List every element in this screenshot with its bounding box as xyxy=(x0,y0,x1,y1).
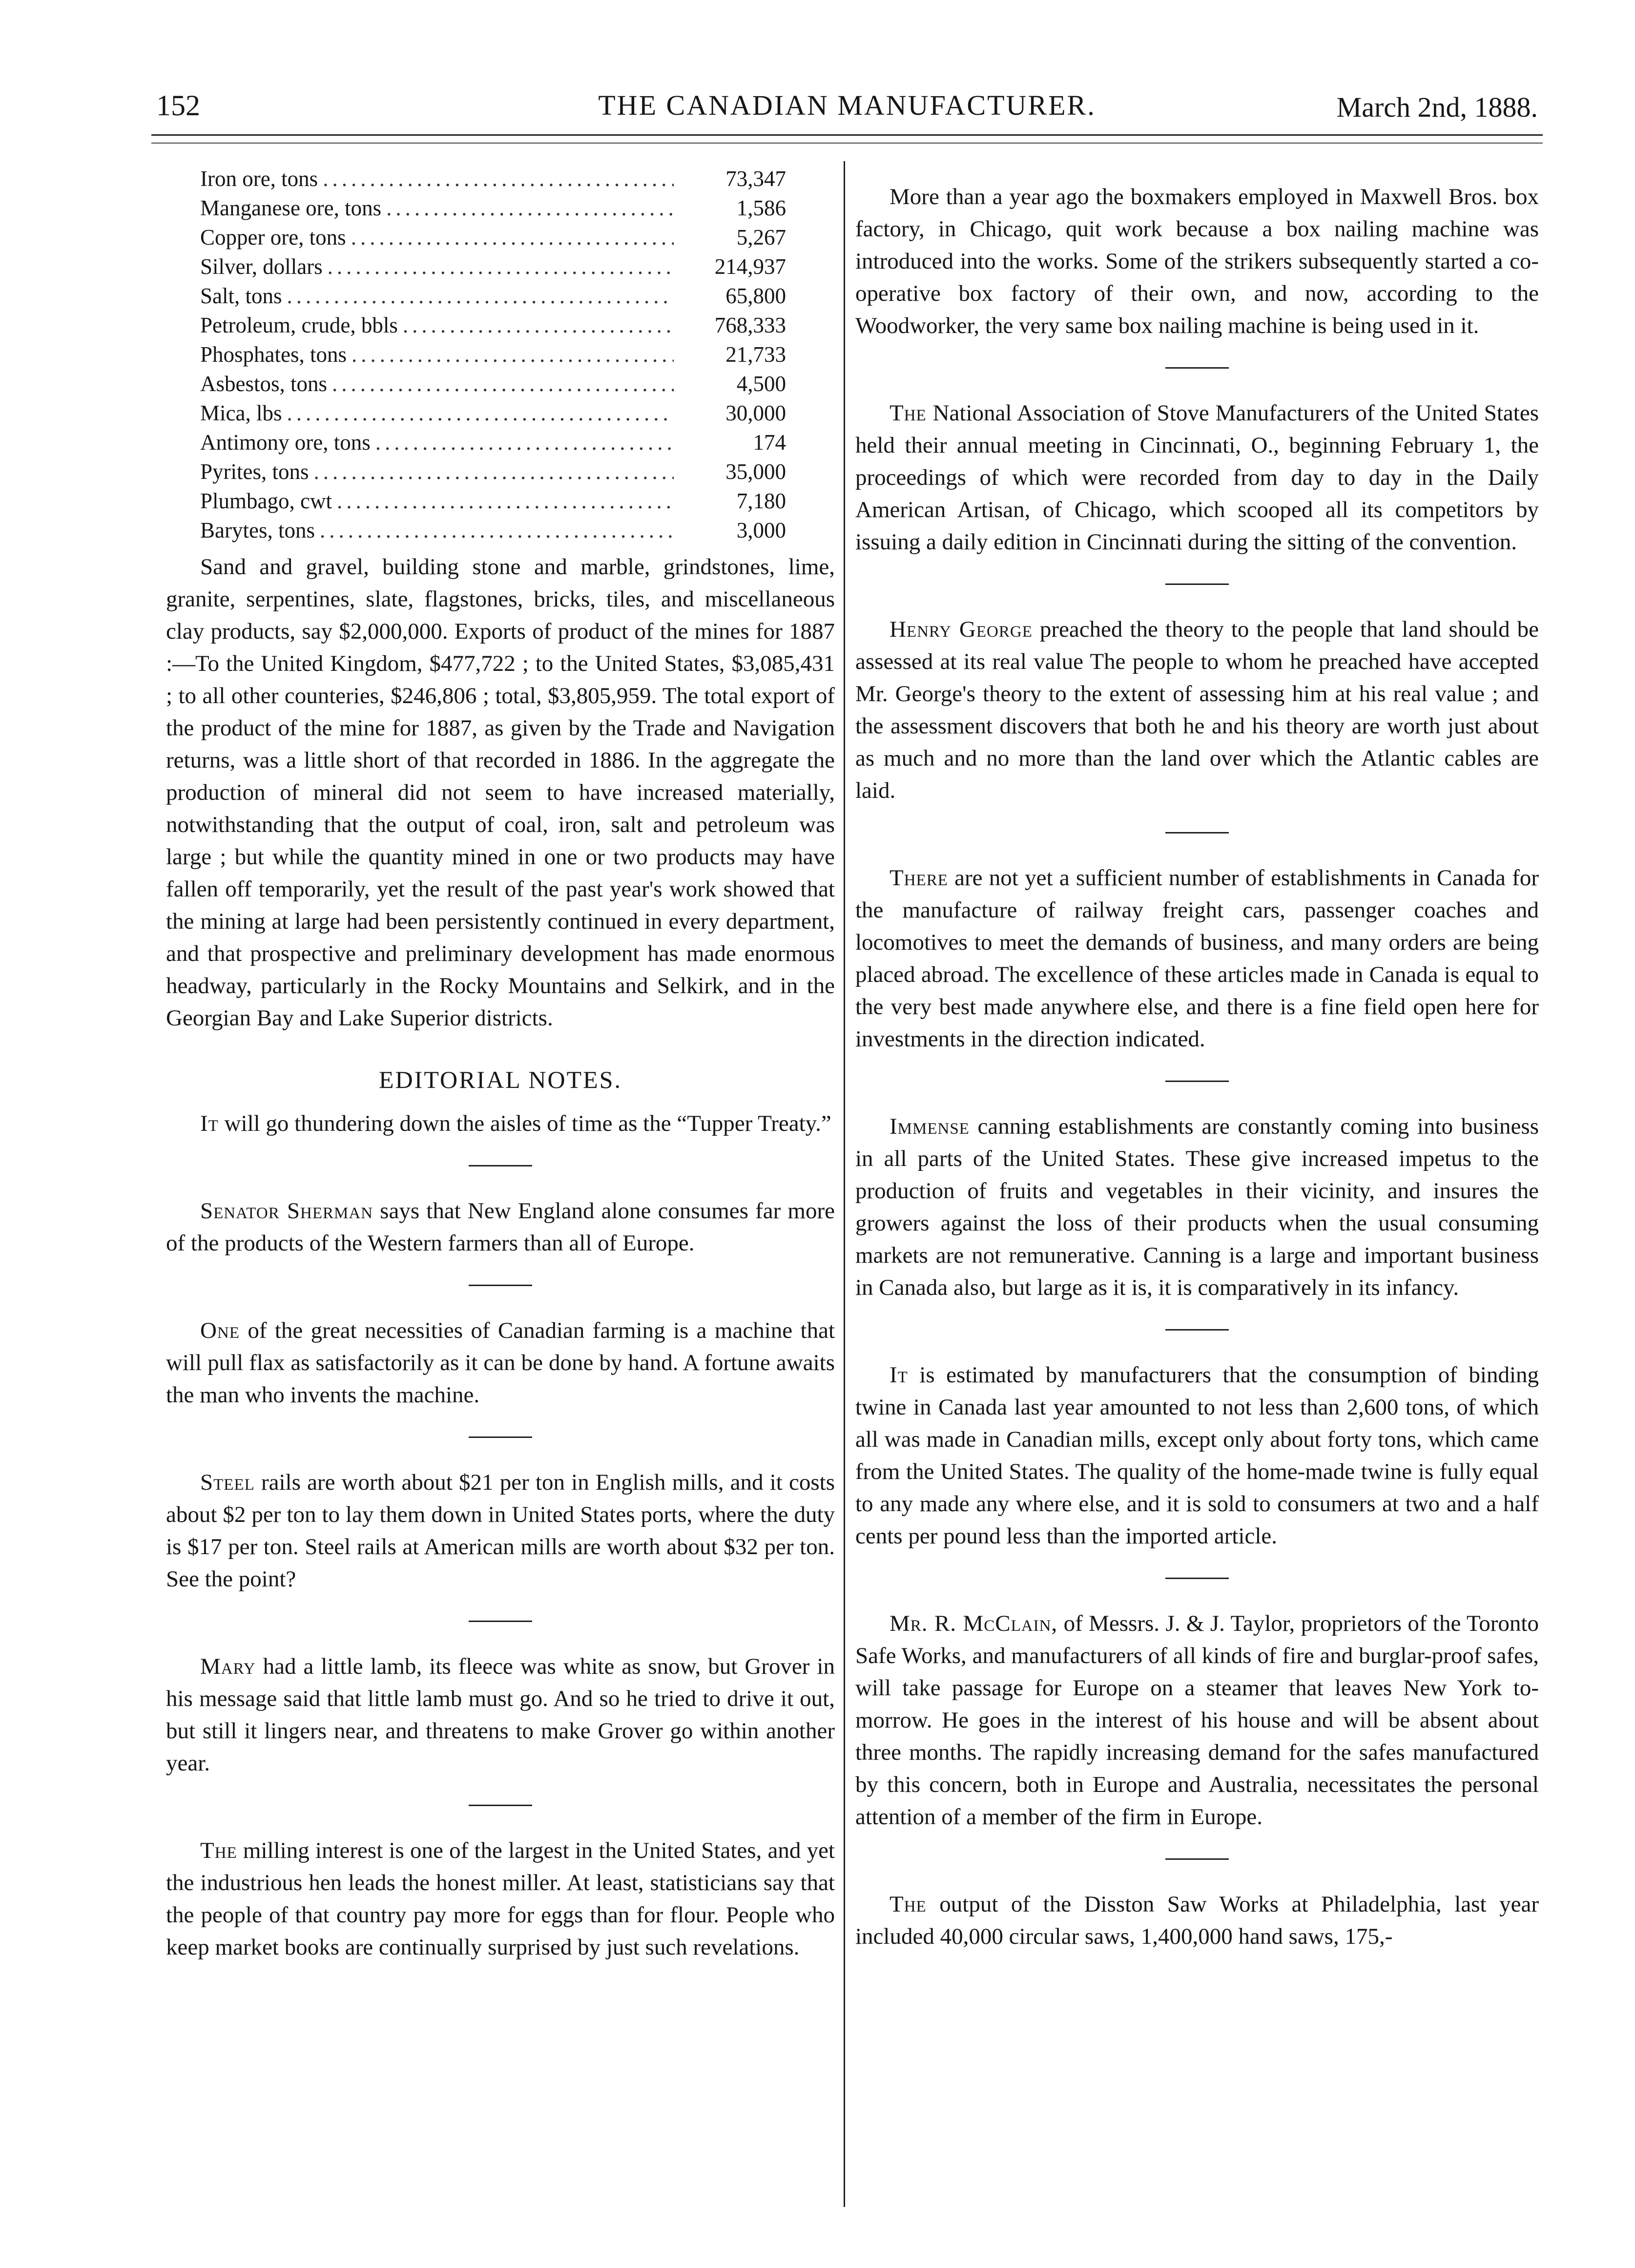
note-text: of the great necessities of Canadian farming is a machine that will pull flax as satisfactorily as it can be done by hand. A fortune awaits the man who invents the machine. xyxy=(166,1318,835,1408)
editorial-note xyxy=(855,613,1539,807)
dot-leader xyxy=(403,311,674,340)
dot-leader xyxy=(386,193,674,223)
note-text: are not yet a sufficient number of establishments in Canada for the manufacture of railway freight cars, passenger coaches and locomotives to meet the demands of business, and many orders are being placed abroad. The excellence of these articles made in Canada is equal to the very best made anywhere else, and there is a fine field open here for investments in the direction indicated. xyxy=(855,865,1539,1052)
editorial-note xyxy=(855,1607,1539,1833)
dot-leader xyxy=(320,516,674,545)
stat-value: 1,586 xyxy=(736,196,786,220)
stat-label: Petroleum, crude, bbls xyxy=(200,313,398,337)
editorial-note xyxy=(855,862,1539,1055)
stat-row xyxy=(200,193,786,223)
note-lead: One xyxy=(200,1318,240,1343)
stat-label: Antimony ore, tons xyxy=(200,430,371,455)
editorial-note xyxy=(855,1359,1539,1552)
note-text: National Association of Stove Manufacturers of the United States held their annual meeting in Cincinnati, O., beginning February 1, the proceedings of which were recorded from day to day in the Daily American Artisan, of Chicago, which scooped all its competitors by issuing a daily edition in Cincinnati during the sitting of the convention. xyxy=(855,400,1539,555)
stat-label: Barytes, tons xyxy=(200,518,315,542)
stat-row xyxy=(200,516,786,545)
editorial-note xyxy=(855,1888,1539,1953)
note-lead: Senator Sherman xyxy=(200,1198,373,1224)
dot-leader xyxy=(375,428,674,457)
page-header xyxy=(156,84,1538,138)
stat-label: Salt, tons xyxy=(200,284,282,308)
note-text: will go thundering down the aisles of time as the “Tupper Treaty.” xyxy=(218,1111,831,1136)
stat-label: Silver, dollars xyxy=(200,254,323,279)
note-text: is estimated by manufacturers that the consumption of binding twine in Canada last year amounted to not less than 2,600 tons, of which all was made in Canadian mills, except only about forty tons, which came from the United States. The quality of the home-made twine is fully equal to any made any where else, and it is sold to consumers at two and a half cents per pound less than the imported article. xyxy=(855,1362,1539,1549)
note-separator xyxy=(1165,1081,1229,1082)
note-lead: Steel xyxy=(200,1470,255,1495)
editorial-note xyxy=(855,1110,1539,1304)
dot-leader xyxy=(314,457,674,486)
stat-label: Asbestos, tons xyxy=(200,372,328,396)
stat-row xyxy=(200,369,786,398)
dot-leader xyxy=(323,164,674,193)
stat-label: Manganese ore, tons xyxy=(200,196,382,220)
stat-value: 65,800 xyxy=(725,284,786,308)
dot-leader xyxy=(352,340,674,369)
editorial-note xyxy=(166,1466,835,1595)
header-rule xyxy=(151,134,1543,144)
note-lead: Henry George xyxy=(890,617,1033,642)
dot-leader xyxy=(287,398,674,428)
stat-value: 73,347 xyxy=(725,166,786,191)
editorial-note xyxy=(166,1834,835,1963)
editorial-note xyxy=(855,181,1539,342)
stat-value: 30,000 xyxy=(725,401,786,425)
note-text: milling interest is one of the largest in the United States, and yet the industrious hen leads the honest miller. At least, statisticians say that the people of that country pay more for eggs than for flour. People who keep market books are continually surprised by just such revelations. xyxy=(166,1838,835,1960)
stat-row xyxy=(200,398,786,428)
note-separator xyxy=(1165,1578,1229,1579)
stat-label: Phosphates, tons xyxy=(200,342,347,367)
note-separator xyxy=(469,1805,532,1806)
editorial-note xyxy=(166,1107,835,1140)
column-divider xyxy=(844,161,845,2207)
note-text: says that New England alone consumes far more of the products of the Western farmers than all of Europe. xyxy=(166,1198,835,1256)
dot-leader xyxy=(351,223,674,252)
dot-leader xyxy=(332,369,674,398)
stat-value: 214,937 xyxy=(714,254,786,279)
stat-row xyxy=(200,457,786,486)
note-text: had a little lamb, its fleece was white as snow, but Grover in his message said that little lamb must go. And so he tried to drive it out, but still it lingers near, and threatens to make Grover go within another year. xyxy=(166,1654,835,1776)
note-separator xyxy=(1165,1329,1229,1331)
dot-leader xyxy=(328,252,674,281)
page-number: 152 xyxy=(156,89,200,122)
stat-value: 4,500 xyxy=(736,372,786,396)
note-lead: Mr. R. McClain, xyxy=(890,1611,1058,1636)
dot-leader xyxy=(337,486,674,516)
note-text: output of the Disston Saw Works at Philadelphia, last year included 40,000 circular saws, 1,400,000 hand saws, 175,- xyxy=(855,1892,1539,1949)
stat-value: 7,180 xyxy=(736,489,786,513)
stat-value: 5,267 xyxy=(736,225,786,250)
note-text: rails are worth about $21 per ton in English mills, and it costs about $2 per ton to lay them down in United States ports, where the duty is $17 per ton. Steel rails at American mills are worth about $32 per ton. See the point? xyxy=(166,1470,835,1592)
stat-value: 21,733 xyxy=(725,342,786,367)
note-lead: The xyxy=(890,400,927,426)
note-separator xyxy=(1165,367,1229,369)
note-separator xyxy=(469,1436,532,1438)
stat-row xyxy=(200,311,786,340)
dot-leader xyxy=(287,281,674,311)
stat-label: Mica, lbs xyxy=(200,401,282,425)
stat-value: 3,000 xyxy=(736,518,786,542)
stat-value: 35,000 xyxy=(725,459,786,484)
editorial-note xyxy=(166,1195,835,1259)
note-text: canning establishments are constantly coming into business in all parts of the United States. These give increased impetus to the production of fruits and vegetables in their vicinity, and insures the growers against the loss of their products when the usual consuming markets are not remunerative. Canning is a large and important business in Canada also, but large as it is, it is comparatively in its infancy. xyxy=(855,1114,1539,1300)
stat-row xyxy=(200,486,786,516)
note-separator xyxy=(1165,583,1229,585)
note-separator xyxy=(469,1285,532,1286)
masthead: THE CANADIAN MANUFACTURER. xyxy=(598,89,1096,121)
stat-row xyxy=(200,428,786,457)
editorial-note xyxy=(166,1314,835,1411)
stat-value: 174 xyxy=(753,430,786,455)
note-lead: The xyxy=(890,1892,927,1917)
mines-paragraph: Sand and gravel, building stone and marble, grindstones, lime, granite, serpentines, slate, flagstones, bricks, tiles, and miscellaneous clay products, say $2,000,000. Exports of product of the mines for 1887 :—To the United Kingdom, $477,722 ; to the United States, $3,085,431 ; to all other counteries, $246,806 ; total, $3,805,959. The total export of the product of the mine for 1887, as given by the Trade and Navigation returns, was a little short of that recorded in 1886. In the aggregate the production of mineral did not seem to have increased materially, notwithstanding that the output of coal, iron, salt and petroleum was large ; but while the quantity mined in one or two products may have fallen off temporarily, yet the result of the past year's work showed that the mining at large had been persistently continued in every department, and that prospective and preliminary development has made enormous headway, particularly in the Rocky Mountains and Selkirk, and in the Georgian Bay and Lake Superior districts. xyxy=(166,554,835,1031)
stat-row xyxy=(200,281,786,311)
note-text: of Messrs. J. & J. Taylor, proprietors of the Toronto Safe Works, and manufacturers of all kinds of fire and burglar-proof safes, will take passage for Europe on a steamer that leaves New York to-morrow. He goes in the interest of his house and will be absent about three months. The rapidly increasing demand for the safes manufactured by this concern, both in Europe and Australia, necessitates the personal attention of a member of the firm in Europe. xyxy=(855,1611,1539,1830)
note-lead: Immense xyxy=(890,1114,970,1139)
note-text: More than a year ago the boxmakers employed in Maxwell Bros. box factory, in Chicago, quit work because a box nailing machine was introduced into the works. Some of the strikers subsequently started a co-operative box factory of their own, and now, according to the Woodworker, the very same box nailing machine is being used in it. xyxy=(855,184,1539,338)
note-lead: The xyxy=(200,1838,237,1863)
right-column xyxy=(855,161,1539,1953)
note-lead: It xyxy=(890,1362,908,1388)
stat-row xyxy=(200,340,786,369)
section-title: EDITORIAL NOTES. xyxy=(379,1066,622,1093)
stat-value: 768,333 xyxy=(714,313,786,337)
note-lead: There xyxy=(890,865,948,891)
editorial-note xyxy=(166,1650,835,1779)
stat-row xyxy=(200,252,786,281)
note-separator xyxy=(1165,832,1229,833)
stat-label: Copper ore, tons xyxy=(200,225,346,250)
issue-date: March 2nd, 1888. xyxy=(1336,91,1538,123)
stat-label: Iron ore, tons xyxy=(200,166,318,191)
stat-row xyxy=(200,164,786,193)
note-separator xyxy=(469,1621,532,1622)
note-lead: It xyxy=(200,1111,219,1136)
stat-row xyxy=(200,223,786,252)
mineral-stats-table xyxy=(200,164,786,545)
note-separator xyxy=(1165,1858,1229,1860)
stat-label: Pyrites, tons xyxy=(200,459,309,484)
note-lead: Mary xyxy=(200,1654,256,1679)
note-text: preached the theory to the people that land should be assessed at its real value The people to whom he preached have accepted Mr. George's theory to the extent of assessing him at his real value ; and the assessment discovers that both he and his theory are worth just about as much and no more than the land over which the Atlantic cables are laid. xyxy=(855,617,1539,803)
stat-label: Plumbago, cwt xyxy=(200,489,332,513)
note-separator xyxy=(469,1165,532,1166)
editorial-note xyxy=(855,397,1539,558)
left-column xyxy=(166,161,835,1963)
